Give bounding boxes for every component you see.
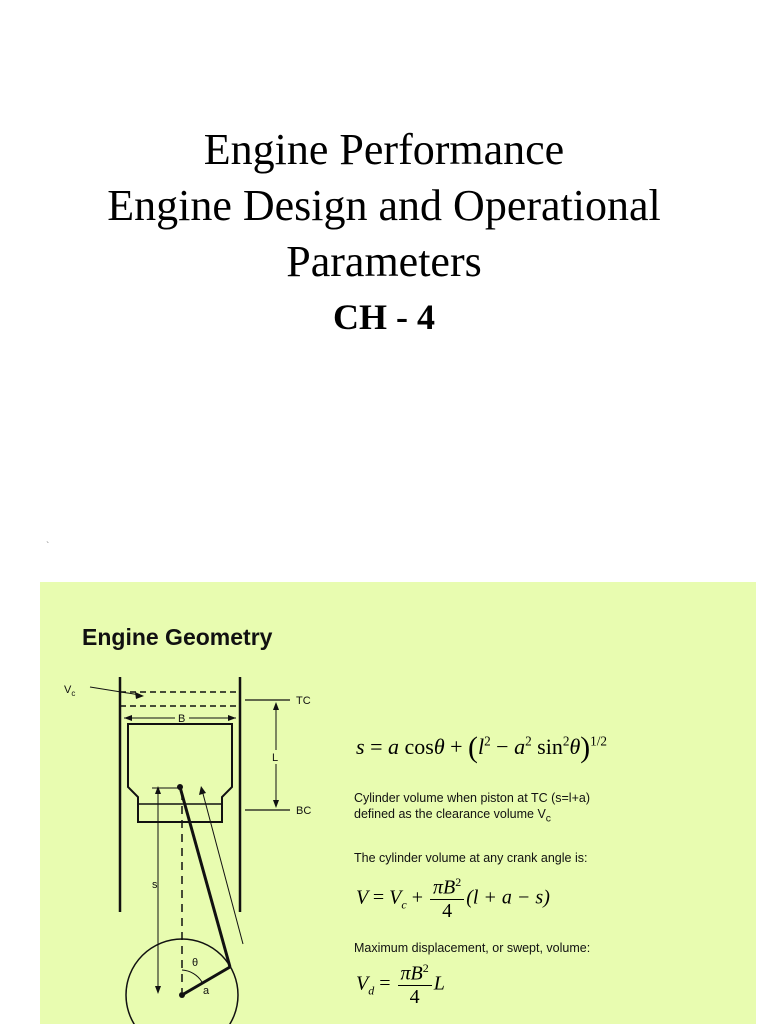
a-label: a [203,985,210,997]
bore-arrowhead-left [124,715,132,721]
cover-title-line-2: Engine Design and Operational [107,181,661,230]
bore-arrowhead-right [228,715,236,721]
equation-s: s = a $\cos\theta + (l^2 - a^2$ $\sin^2\theta)^{1/2}$ [356,732,608,764]
stray-mark: ` [46,541,50,552]
theta-label: θ [192,957,199,969]
engine-geometry-slide [40,582,756,1024]
stroke-label: L [272,752,279,764]
piston [128,724,232,822]
vc-pointer-head [135,692,144,699]
cover-title-line-1: Engine Performance [203,125,565,174]
vc-pointer [90,687,140,695]
cover-title-line-3: Parameters [286,237,482,286]
chapter-label: CH - 4 [333,297,435,337]
note-clearance-volume: Cylinder volume when piston at TC (s=l+a) defined as the clearance volume $V_c$ [354,791,590,825]
slide-title: Engine Geometry [82,624,273,650]
s-label: s [152,879,158,891]
bore-label: B [178,713,186,725]
note-any-crank-angle: The cylinder volume at any crank angle is: [354,851,588,865]
equation-vd: $V_d$ = $\frac{\pi B^2}{4}$ L [356,961,445,1008]
equation-v: $V = V_c$ + $\frac{\pi B^2}{4}$ (l + a − s) [356,875,550,922]
cover-title-block [0,122,768,342]
engine-geometry-diagram [40,582,340,1024]
tc-label: TC [296,695,311,707]
note-max-displacement: Maximum displacement, or swept, volume: [354,941,591,955]
vc-label: $V_c$ [64,684,76,698]
bc-label: BC [296,805,312,817]
theta-arc [182,970,202,982]
